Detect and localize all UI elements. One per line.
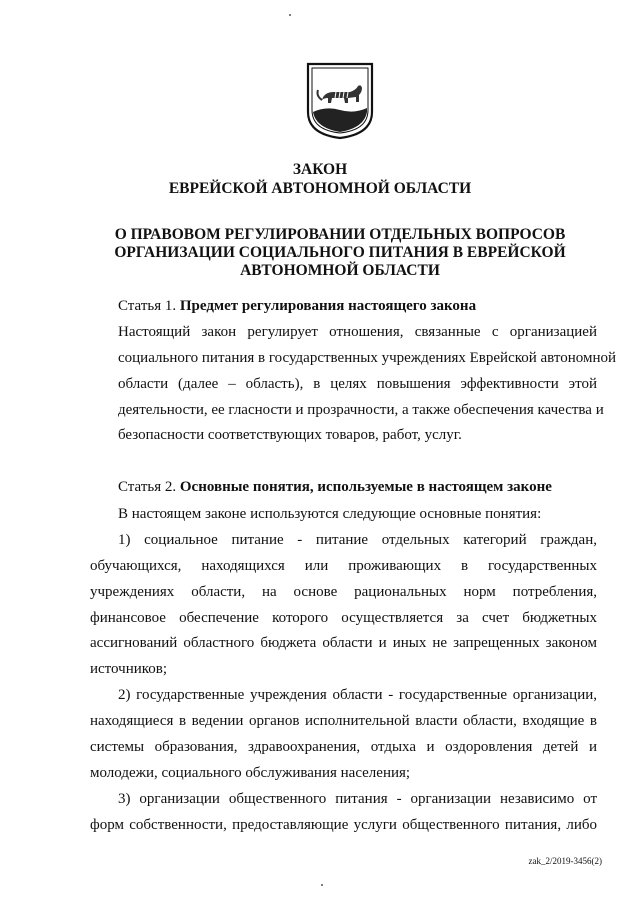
article2-item2-line: системы образования, здравоохранения, отдыха и оздоровления детей и xyxy=(90,738,597,755)
law-title-line2: ЕВРЕЙСКОЙ АВТОНОМНОЙ ОБЛАСТИ xyxy=(168,180,472,197)
article2-item1-line: обучающихся, находящихся или проживающих в государственных xyxy=(90,558,597,574)
law-subject-line2: ОРГАНИЗАЦИИ СОЦИАЛЬНОГО ПИТАНИЯ В ЕВРЕЙСКОЙ xyxy=(114,244,566,261)
article2-item1-line: учреждениях области, на основе рациональных норм потребления, xyxy=(90,583,597,600)
article2-item1-first xyxy=(118,528,597,554)
article2-item1 xyxy=(90,554,597,683)
article1-line: безопасности соответствующих товаров, работ, услуг. xyxy=(118,427,462,444)
article2-item3-line: форм собственности, предоставляющие услуги общественного питания, либо xyxy=(90,817,597,833)
article1-heading xyxy=(118,297,476,315)
article2-item2-line: находящиеся в ведении органов исполнительной власти области, входящие в xyxy=(90,713,597,729)
article2-intro xyxy=(118,502,597,528)
law-title-line1: ЗАКОН xyxy=(292,161,348,178)
law-subject-line3: АВТОНОМНОЙ ОБЛАСТИ xyxy=(240,262,440,279)
article2-item2-line: молодежи, социального обслуживания населения; xyxy=(90,764,411,781)
article2-prefix: Статья 2. xyxy=(118,479,177,495)
law-title xyxy=(0,160,640,198)
article2-item1-line: 1) социальное питание - питание отдельных категорий граждан, xyxy=(118,532,597,548)
article1-line: социального питания в государственных учреждениях Еврейской автономной xyxy=(118,350,617,366)
coat-of-arms-emblem xyxy=(304,60,376,140)
article1-paragraph xyxy=(118,320,597,346)
article1-line: Настоящий закон регулирует отношения, связанные с организацией xyxy=(118,324,597,340)
article2-item1-line: финансовое обеспечение которого осуществляется за счет бюджетных xyxy=(90,609,597,626)
article2-intro-line: В настоящем законе используются следующие основные понятия: xyxy=(118,506,542,522)
article2-heading xyxy=(118,478,552,496)
article2-item3-first xyxy=(118,787,597,813)
article1-line: области (далее – область), в целях повышения эффективности этой xyxy=(118,375,597,392)
article2-item3 xyxy=(90,813,597,839)
article2-item2-first xyxy=(118,683,597,709)
article1-line: деятельности, ее гласности и прозрачности, а также обеспечения качества и xyxy=(118,401,604,418)
law-subject xyxy=(100,226,580,280)
document-code: zak_2/2019-3456(2) xyxy=(528,856,602,866)
article2-item3-line: 3) организации общественного питания - организации независимо от xyxy=(118,791,597,807)
article2-heading-text: Основные понятия, используемые в настоящем законе xyxy=(179,479,552,495)
article1-heading-text: Предмет регулирования настоящего закона xyxy=(179,298,477,314)
scan-speck xyxy=(321,884,323,886)
article1-prefix: Статья 1. xyxy=(118,298,177,314)
law-subject-line1: О ПРАВОВОМ РЕГУЛИРОВАНИИ ОТДЕЛЬНЫХ ВОПРОСОВ xyxy=(114,226,566,243)
article2-item1-line: ассигнований областного бюджета области и иных не запрещенных законом xyxy=(90,635,597,652)
article1-paragraph-cont xyxy=(118,346,617,449)
article2-item2-line: 2) государственные учреждения области - государственные организации, xyxy=(118,687,597,703)
scan-speck xyxy=(289,14,291,16)
article2-item1-line: источников; xyxy=(90,661,168,678)
article2-item2 xyxy=(90,709,597,786)
